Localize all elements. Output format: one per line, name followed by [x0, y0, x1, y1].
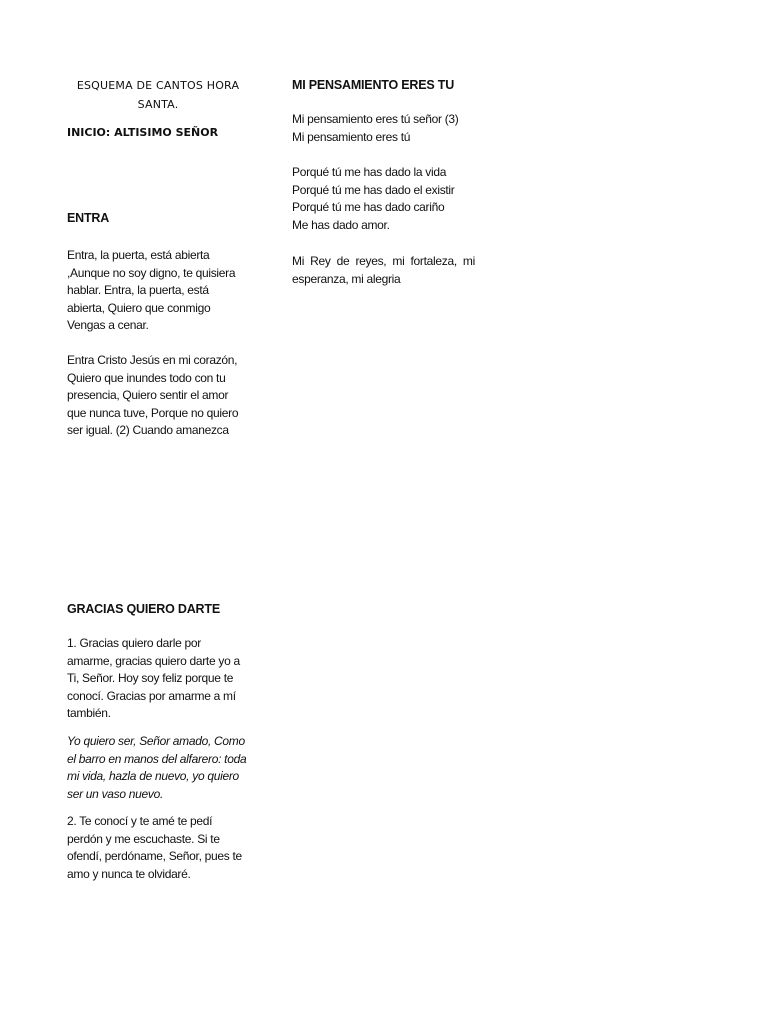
gracias-verse-2: 2. Te conocí y te amé te pedí perdón y me escuchaste. Si te ofendí, perdóname, Señor, pues te amo y nunca te olvidaré. — [67, 814, 242, 881]
pensamiento-line: Mi pensamiento eres tú señor (3) — [292, 112, 459, 126]
entra-heading: ENTRA — [67, 211, 110, 225]
pensamiento-line: Mi pensamiento eres tú — [292, 129, 411, 144]
document-title-line-1: ESQUEMA DE CANTOS HORA — [76, 79, 240, 92]
pensamiento-stanza-1 — [292, 111, 475, 146]
pensamiento-line: Porqué tú me has dado cariño — [292, 200, 445, 214]
pensamiento-heading: MI PENSAMIENTO ERES TU — [292, 78, 455, 92]
gracias-verse-1-block — [67, 635, 247, 723]
gracias-verse-2-block — [67, 813, 247, 883]
document-title — [67, 76, 249, 114]
gracias-chorus-block — [67, 733, 249, 803]
gracias-section — [67, 602, 257, 616]
gracias-verse-1: 1. Gracias quiero darle por amarme, gracias quiero darte yo a Ti, Señor. Hoy soy feliz porque te conocí. Gracias por amarme a mí también. — [67, 636, 240, 720]
pensamiento-section — [292, 78, 475, 92]
entra-body-2 — [67, 352, 247, 440]
pensamiento-stanza-2 — [292, 164, 475, 234]
gracias-chorus: Yo quiero ser, Señor amado, Como el barro en manos del alfarero: toda mi vida, hazla de nuevo, yo quiero ser un vaso nuevo. — [67, 734, 247, 801]
pensamiento-line: Porqué tú me has dado la vida — [292, 165, 447, 179]
gracias-heading: GRACIAS QUIERO DARTE — [67, 602, 220, 616]
inicio-label: INICIO: ALTISIMO SEÑOR — [67, 126, 219, 139]
pensamiento-lines-3 — [292, 253, 475, 288]
entra-paragraph-2: Entra Cristo Jesús en mi corazón, Quiero que inundes todo con tu presencia, Quiero sentir el amor que nunca tuve, Porque no quiero ser igual. (2) Cuando amanezca — [67, 353, 239, 437]
pensamiento-stanza-3: Mi Rey de reyes, mi fortaleza, mi esperanza, mi alegria — [292, 254, 475, 286]
pensamiento-line: Porqué tú me has dado el existir — [292, 182, 455, 197]
pensamiento-line: Me has dado amor. — [292, 217, 390, 232]
entra-body — [67, 247, 247, 335]
pensamiento-lines-2 — [292, 164, 475, 234]
pensamiento-lines-1 — [292, 111, 475, 146]
document-title-line-2: SANTA. — [137, 98, 179, 111]
entra-paragraph-1: Entra, la puerta, está abierta ,Aunque no soy digno, te quisiera hablar. Entra, la puerta, está abierta, Quiero que conmigo Vengas a cenar. — [67, 248, 236, 332]
entra-section — [67, 211, 257, 225]
